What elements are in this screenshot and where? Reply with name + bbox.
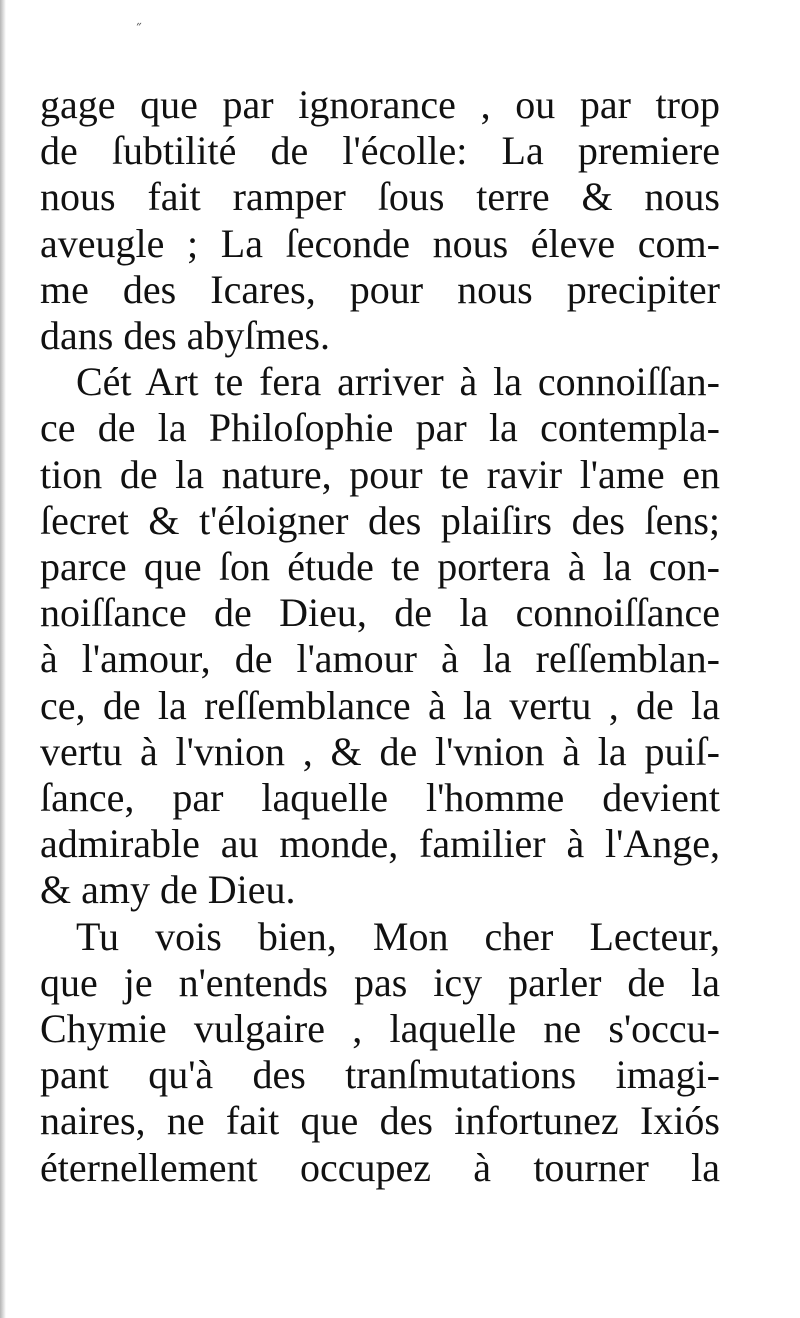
text-line: nous fait ramper ſous terre & nous <box>40 174 720 220</box>
text-line: que je n'entends pas icy parler de la <box>40 959 720 1005</box>
text-line: ſecret & t'éloigner des plaiſirs des ſens; <box>40 497 720 543</box>
text-line: & amy de Dieu. <box>40 867 296 913</box>
text-line: ce de la Philoſophie par la contempla- <box>40 405 720 451</box>
text-line: aveugle ; La ſeconde nous éleve com- <box>40 220 720 266</box>
text-line: dans des abyſmes. <box>40 313 330 359</box>
text-line: admirable au monde, familier à l'Ange, <box>40 821 720 867</box>
text-line: Chymie vulgaire , laquelle ne s'occu- <box>40 1006 720 1052</box>
text-line: à l'amour, de l'amour à la reſſemblan- <box>40 636 720 682</box>
text-line: éternellement occupez à tourner la <box>40 1144 720 1190</box>
text-line: Cét Art te fera arriver à la connoiſſan- <box>76 359 720 405</box>
text-line: tion de la nature, pour te ravir l'ame en <box>40 451 720 497</box>
text-line: de ſubtilité de l'écolle: La premiere <box>40 128 720 174</box>
text-line: gage que par ignorance , ou par trop <box>40 82 720 127</box>
text-line: ſance, par laquelle l'homme devient <box>40 775 720 821</box>
ink-speck: ˝ <box>135 22 142 38</box>
text-line: parce que ſon étude te portera à la con- <box>40 544 720 590</box>
text-line: noiſſance de Dieu, de la connoiſſance <box>40 590 720 636</box>
text-line: me des Icares, pour nous precipiter <box>40 266 720 312</box>
text-line: naires, ne fait que des infortunez Ixiós <box>40 1098 720 1144</box>
text-line: ce, de la reſſemblance à la vertu , de la <box>40 682 720 728</box>
text-line: vertu à l'vnion , & de l'vnion à la puiſ- <box>40 728 720 774</box>
text-line: Tu vois bien, Mon cher Lecteur, <box>76 913 720 959</box>
page-gutter-shadow <box>0 0 6 1318</box>
page-text <box>40 82 720 1191</box>
text-line: pant qu'à des tranſmutations imagi- <box>40 1052 720 1098</box>
